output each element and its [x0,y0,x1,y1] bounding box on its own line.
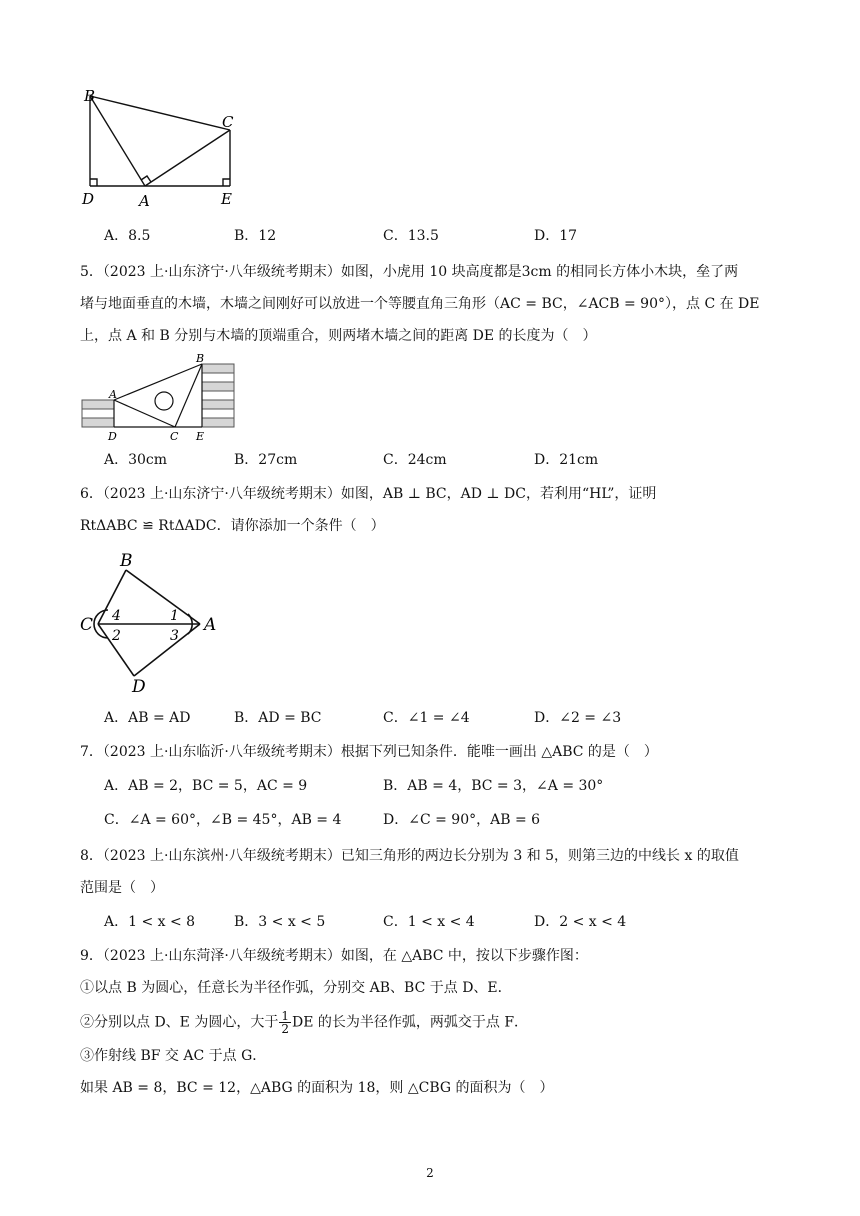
q7-option-a: A．AB = 2，BC = 5，AC = 9 [104,778,308,794]
fig4-label-b: B [84,87,96,105]
q8-option-a: A．1 < x < 8 [104,914,196,930]
q9-step3: ③作射线 BF 交 AC 于点 G． [80,1048,267,1064]
q6-text-line1: 6．（2023 上·山东济宁·八年级统考期末）如图，AB ⊥ BC，AD ⊥ DC，若利用“HL”，证明 [80,486,657,502]
q9-step1: ①以点 B 为圆心，任意长为半径作弧，分别交 AB、BC 于点 D、E． [80,980,512,996]
q6-option-d: D．∠2 = ∠3 [534,710,622,726]
q4-option-d: D．17 [534,228,578,244]
q8-text-line1: 8．（2023 上·山东滨州·八年级统考期末）已知三角形的两边长分别为 3 和 5，则第三边的中线长 x 的取值 [80,848,739,864]
page-number: 2 [426,1166,434,1180]
fig4-label-d: D [82,190,95,208]
q9-step2-pre: ②分别以点 D、E 为圆心，大于 [80,1014,279,1031]
q6-text-line2: RtΔABC ≌ RtΔADC．请你添加一个条件（ ） [80,518,385,534]
q7-option-c: C．∠A = 60°，∠B = 45°，AB = 4 [104,812,342,828]
figure-q4 [80,84,250,210]
q8-option-d: D．2 < x < 4 [534,914,627,930]
q7-option-b: B．AB = 4，BC = 3，∠A = 30° [383,778,604,794]
q9-step2 [80,1010,528,1035]
figure-q5 [80,352,240,444]
fig6-label-b: B [120,551,133,571]
q8-option-b: B．3 < x < 5 [234,914,326,930]
q5-option-d: D．21cm [534,452,599,468]
fig6-angle-3: 3 [170,628,179,644]
q5-text-line3: 上，点 A 和 B 分别与木墙的顶端重合，则两堵木墙之间的距离 DE 的长度为（ ） [80,328,597,344]
q6-option-a: A．AB = AD [104,710,191,726]
fig6-label-a: A [204,615,217,635]
q4-option-b: B．12 [234,228,277,244]
q6-option-c: C．∠1 = ∠4 [383,710,470,726]
fig4-label-a: A [139,192,150,210]
fig4-label-e: E [221,190,232,208]
fig5-label-a: A [109,388,117,401]
q9-step2-post: DE 的长为半径作弧，两弧交于点 F． [292,1014,529,1031]
q5-text-line1: 5．（2023 上·山东济宁·八年级统考期末）如图，小虎用 10 块高度都是3cm 的相同长方体小木块，垒了两 [80,264,739,280]
q9-text-last: 如果 AB = 8，BC = 12，△ABG 的面积为 18，则 △CBG 的面积为（ ） [80,1080,554,1096]
figure-q6 [78,548,228,696]
q6-option-b: B．AD = BC [234,710,322,726]
fig5-label-b: B [196,352,205,365]
q4-option-c: C．13.5 [383,228,439,244]
fig5-label-d: D [108,430,117,443]
q7-text-line1: 7．（2023 上·山东临沂·八年级统考期末）根据下列已知条件．能唯一画出 △ABC 的是（ ） [80,744,658,760]
fig6-label-d: D [132,677,146,696]
fig6-label-c: C [80,615,94,635]
fig5-label-c: C [170,430,179,443]
q5-option-b: B．27cm [234,452,298,468]
q8-option-c: C．1 < x < 4 [383,914,475,930]
fig6-angle-4: 4 [112,608,121,624]
q4-option-a: A．8.5 [104,228,151,244]
fig4-label-c: C [222,113,234,131]
q5-option-a: A．30cm [104,452,168,468]
one-half-fraction [279,1010,291,1035]
q7-option-d: D．∠C = 90°，AB = 6 [383,812,541,828]
fig5-label-e: E [196,430,205,443]
q5-text-line2: 堵与地面垂直的木墙，木墙之间刚好可以放进一个等腰直角三角形（AC = BC，∠ACB = 90°），点 C 在 DE [80,296,760,312]
q9-text-line1: 9．（2023 上·山东菏泽·八年级统考期末）如图，在 △ABC 中，按以下步骤作图： [80,948,588,964]
fig6-angle-1: 1 [170,608,179,624]
fraction-numerator: 1 [281,1009,289,1023]
q5-option-c: C．24cm [383,452,447,468]
fraction-denominator: 2 [281,1022,289,1036]
q8-text-line2: 范围是（ ） [80,880,164,896]
fig6-angle-2: 2 [112,628,121,644]
